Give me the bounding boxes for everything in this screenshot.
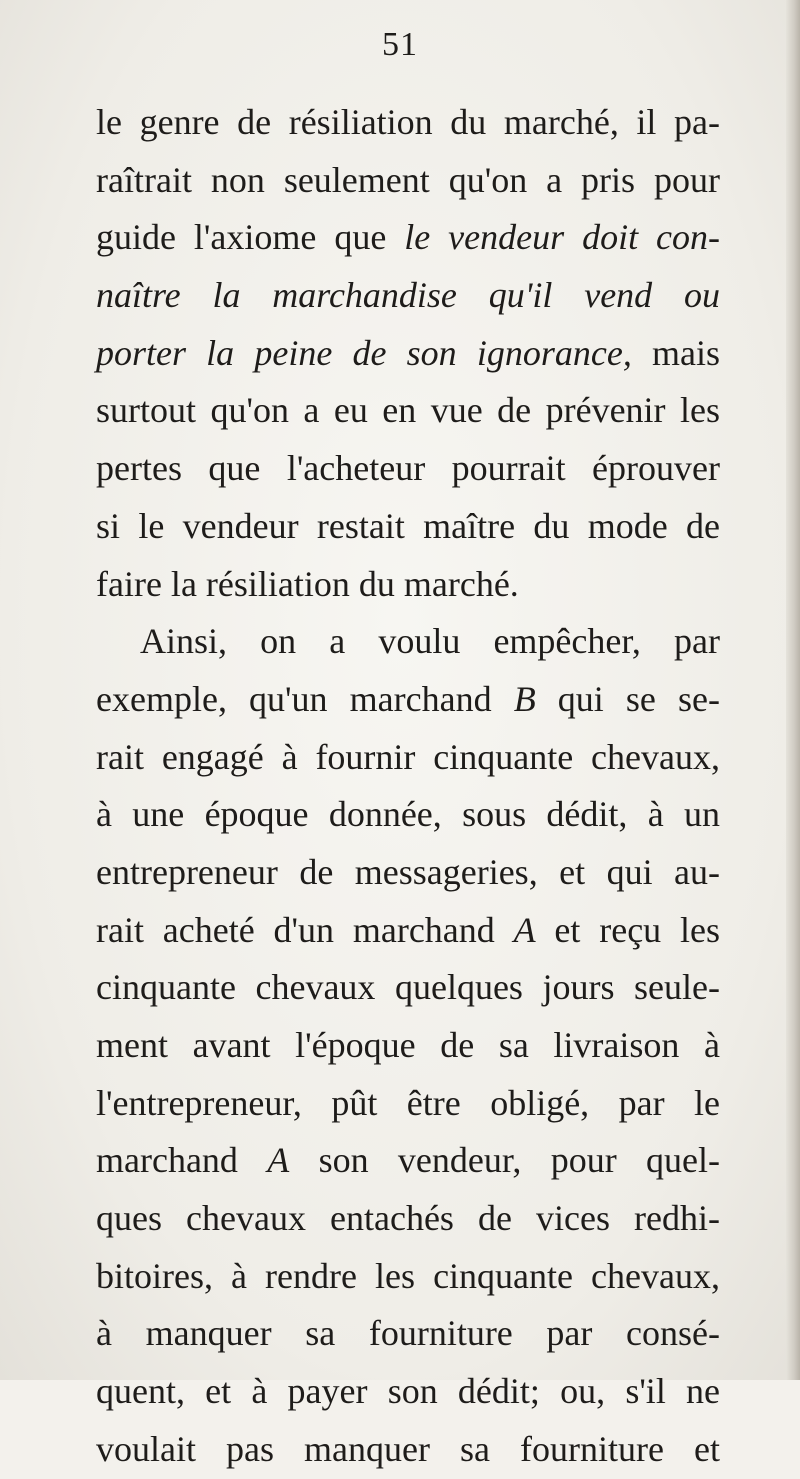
text-line <box>96 786 720 844</box>
text-span: cinquante chevaux quelques jours seule- <box>96 967 720 1008</box>
text-line <box>96 1363 720 1421</box>
text-span: son vendeur, pour quel- <box>289 1140 720 1181</box>
text-span: raîtrait non seulement qu'on a pris pour <box>96 159 720 200</box>
text-line <box>96 1248 720 1306</box>
text-line <box>96 1075 720 1133</box>
text-span: mais <box>631 332 720 373</box>
text-span: l'entrepreneur, pût être obligé, par le <box>96 1082 720 1123</box>
text-span: à manquer sa fourniture par consé- <box>96 1313 720 1354</box>
italic-text: B <box>513 678 536 719</box>
text-line <box>96 325 720 383</box>
text-line <box>96 1421 720 1479</box>
text-span: ment avant l'époque de sa livraison à <box>96 1025 720 1065</box>
text-span: rait acheté d'un marchand <box>96 909 514 950</box>
text-line <box>96 152 720 210</box>
text-span: quent, et à payer son dédit; ou, s'il ne <box>96 1371 720 1412</box>
italic-text: A <box>267 1140 290 1181</box>
text-line <box>96 556 720 614</box>
text-line <box>96 209 720 267</box>
text-span: faire la résiliation du marché. <box>96 563 519 604</box>
italic-text: A <box>513 909 536 950</box>
text-span: bitoires, à rendre les cinquante chevaux, <box>96 1255 720 1296</box>
text-span: voulait pas manquer sa fourniture et <box>96 1428 720 1469</box>
page-edge <box>786 0 800 1380</box>
text-span: exemple, qu'un marchand <box>96 678 514 719</box>
text-span: qui se se- <box>535 678 720 719</box>
text-line <box>96 613 720 671</box>
text-line <box>96 844 720 902</box>
page-number: 51 <box>382 26 418 63</box>
text-span: le genre de résiliation du marché, il pa- <box>96 102 720 142</box>
text-line <box>96 671 720 729</box>
text-line <box>96 1132 720 1190</box>
text-line <box>96 94 720 152</box>
text-span: et reçu les <box>535 909 720 950</box>
text-line <box>96 440 720 498</box>
text-span: à une époque donnée, sous dédit, à un <box>96 794 720 835</box>
text-line <box>96 382 720 440</box>
text-line <box>96 959 720 1017</box>
text-line <box>96 498 720 556</box>
text-line <box>96 729 720 787</box>
text-span: marchand <box>96 1140 268 1181</box>
text-span: rait engagé à fournir cinquante chevaux, <box>96 736 720 777</box>
body-text <box>96 94 720 1479</box>
text-line <box>96 267 720 325</box>
text-line <box>96 1190 720 1248</box>
text-line <box>96 1017 720 1075</box>
text-span: pertes que l'acheteur pourrait éprouver <box>96 448 720 489</box>
italic-text: naître la marchandise qu'il vend ou <box>96 275 720 316</box>
italic-text: le vendeur doit con- <box>404 217 720 258</box>
italic-text: porter la peine de son ignorance, <box>96 332 632 373</box>
text-line <box>96 902 720 960</box>
text-span: ques chevaux entachés de vices redhi- <box>96 1198 720 1239</box>
text-span: surtout qu'on a eu en vue de prévenir les <box>96 390 720 431</box>
text-line <box>96 1305 720 1363</box>
text-span: entrepreneur de messageries, et qui au- <box>96 851 720 892</box>
text-span: si le vendeur restait maître du mode de <box>96 505 720 546</box>
text-span: guide l'axiome que <box>96 217 405 258</box>
text-span: Ainsi, on a voulu empêcher, par <box>140 621 720 662</box>
